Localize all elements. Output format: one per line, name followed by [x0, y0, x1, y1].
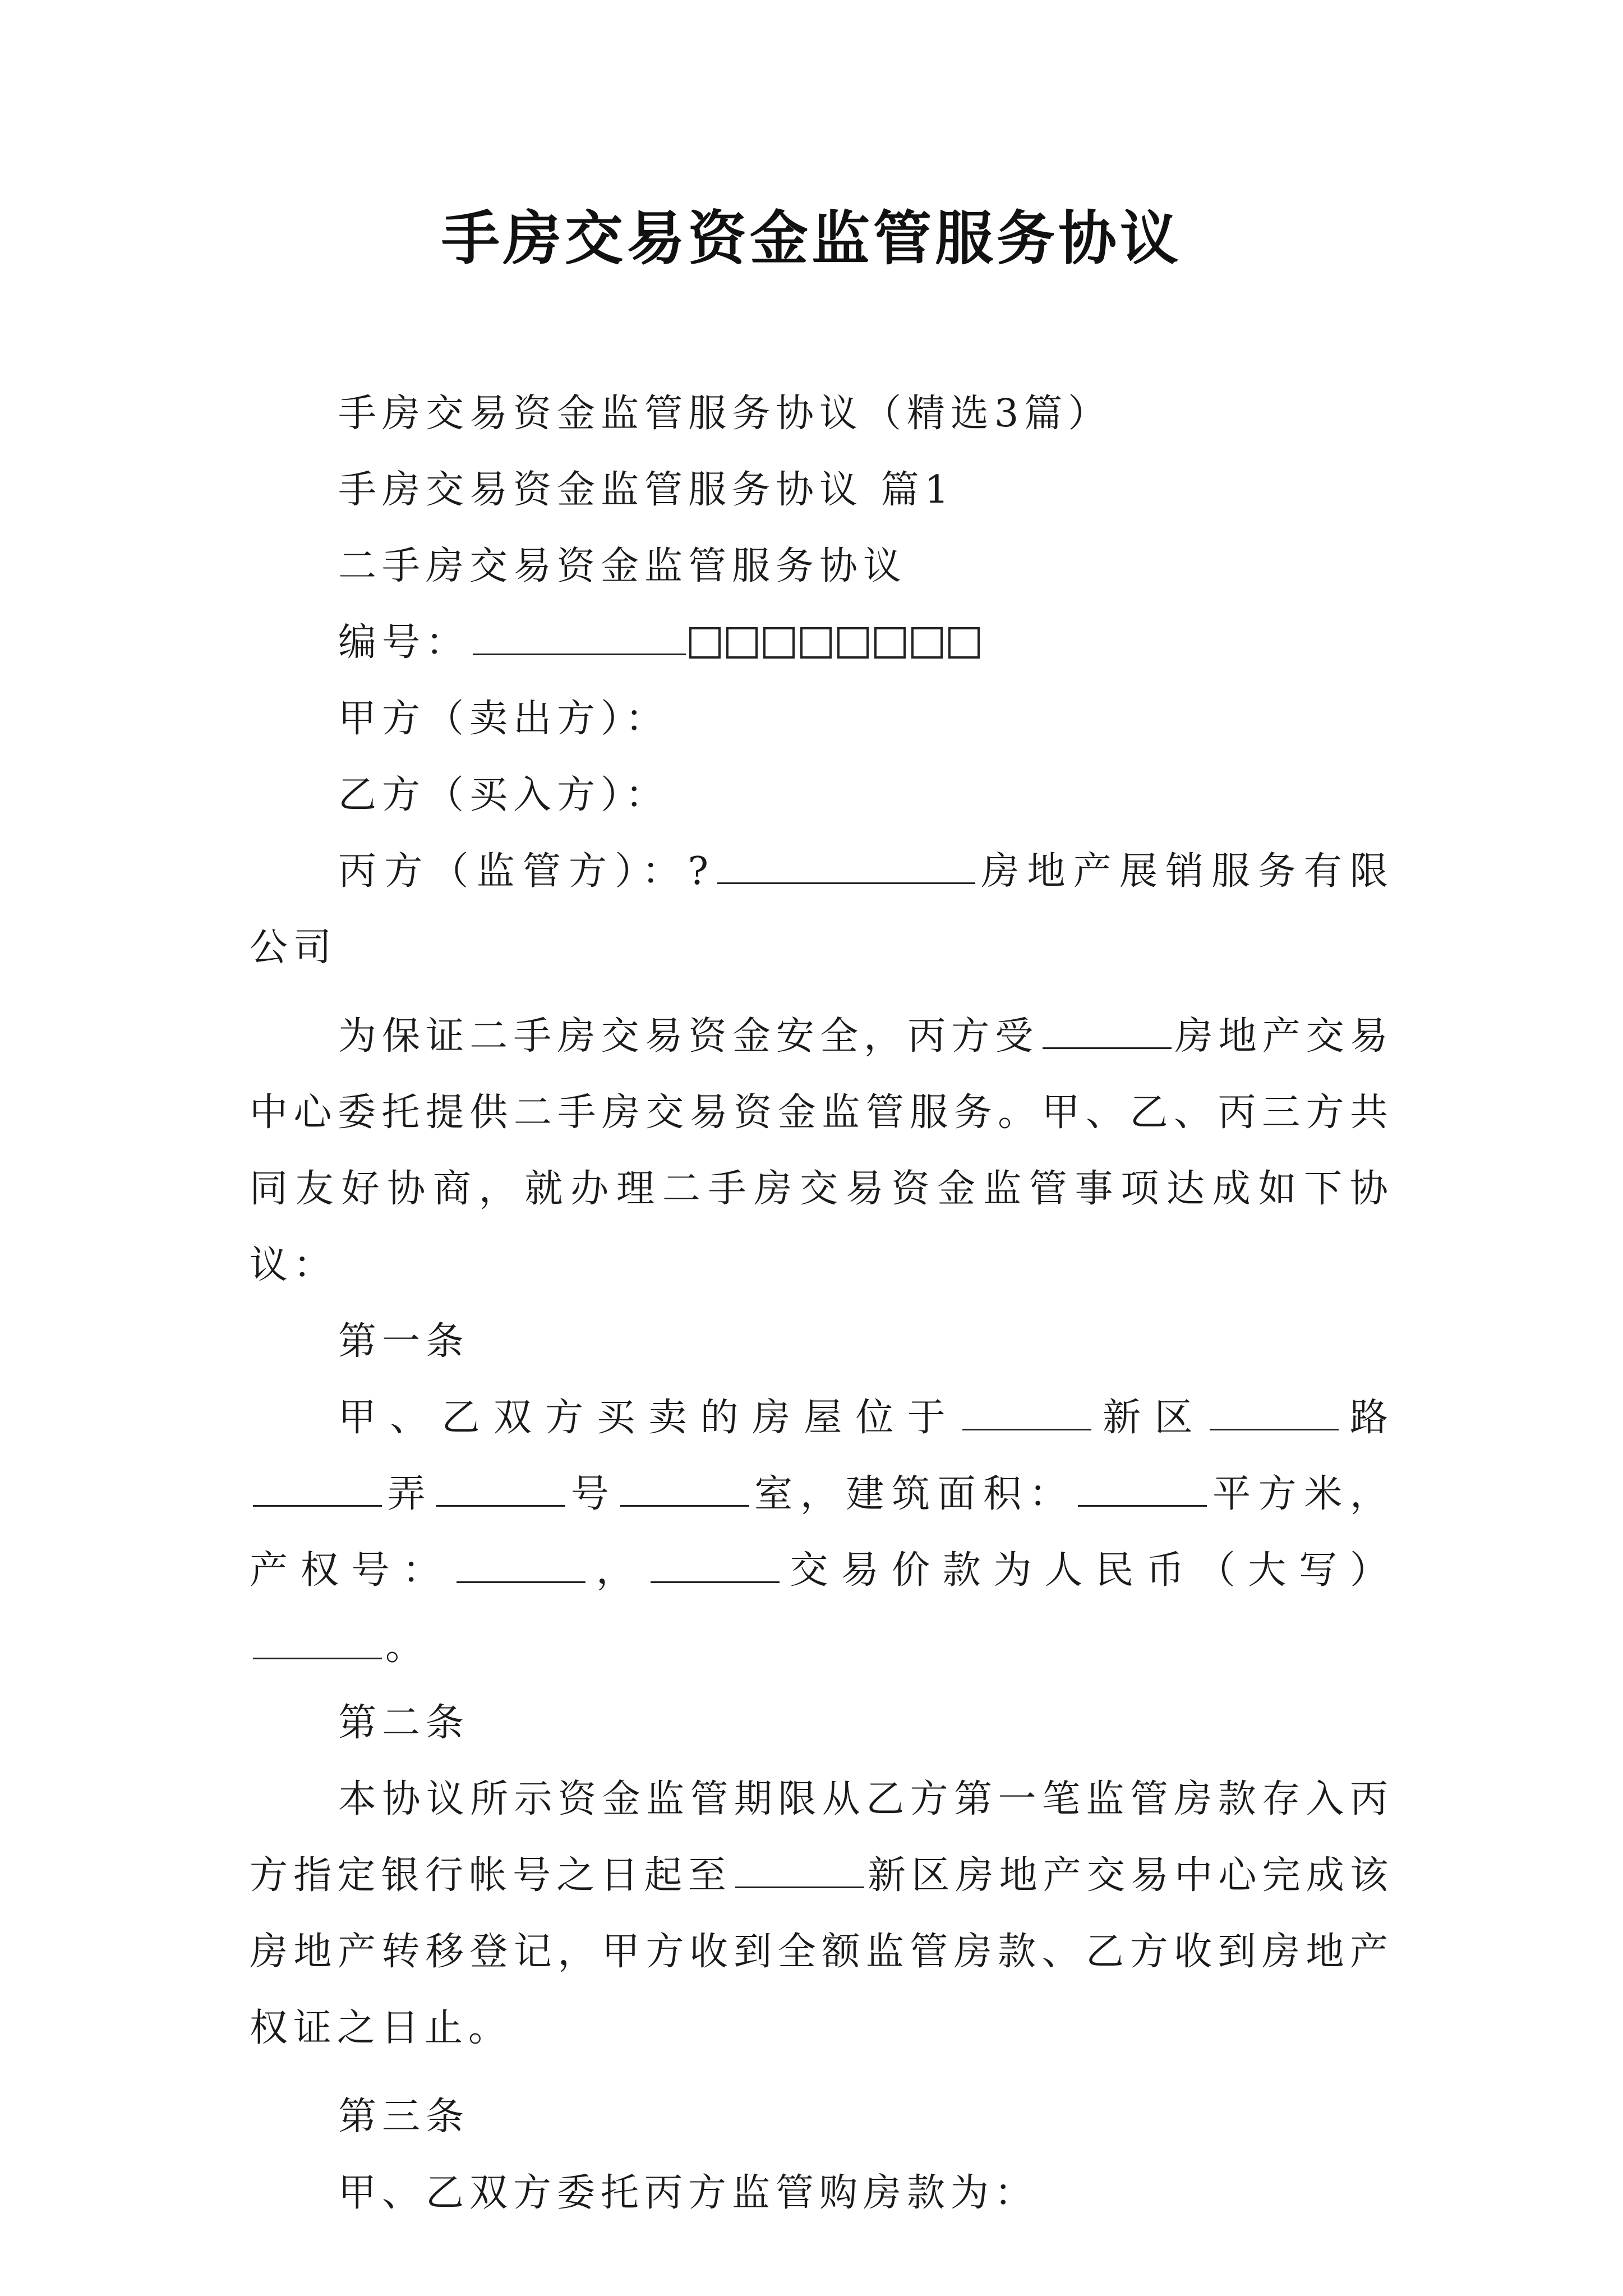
party-a-line: 甲方（卖出方）： — [338, 697, 670, 741]
article-3-heading: 第三条 — [338, 2095, 470, 2139]
a1-blank — [620, 1470, 749, 1507]
number-box — [911, 627, 943, 659]
number-box — [800, 627, 832, 659]
number-box — [763, 627, 795, 659]
a1-text: 号 — [569, 1472, 617, 1516]
party-b-line: 乙方（买入方）： — [338, 773, 670, 817]
intro-blank — [1043, 1013, 1172, 1049]
article-2-heading: 第二条 — [338, 1701, 470, 1745]
a2-blank — [735, 1852, 864, 1888]
subtitle: 手房交易资金监管服务协议（精选3篇） — [338, 392, 1112, 436]
a2-text: 新区房地产交易中心完成该房地产转移登记，甲方收到全额监管房款、乙方收到房地产权证之日止。 — [250, 1853, 1394, 2050]
a1-blank — [1210, 1394, 1339, 1430]
number-label: 编号： — [338, 620, 470, 665]
a1-text: 路 — [1341, 1396, 1394, 1440]
a1-text: 室，建筑面积： — [752, 1472, 1075, 1516]
a2-text: 本协议所示资金监管期限从乙方第一笔监管房款存入丙方指定银行帐号之日起至 — [250, 1777, 1394, 1898]
number-boxes — [689, 627, 980, 659]
number-box — [874, 627, 906, 659]
article-1-heading: 第一条 — [338, 1319, 470, 1364]
a1-blank — [253, 1623, 382, 1659]
article-2-paragraph — [250, 1761, 1394, 2067]
article-3-paragraph: 甲、乙双方委托丙方监管购房款为： — [338, 2171, 1039, 2215]
a1-blank — [651, 1547, 780, 1583]
intro-text-1: 为保证二手房交易资金安全，丙方受 — [338, 1014, 1039, 1059]
document-title: 手房交易资金监管服务协议 — [441, 204, 1182, 273]
party-c-blank — [717, 848, 975, 884]
a1-text: 平方米，产权号： — [250, 1472, 1394, 1593]
party-c-prefix: 丙方（监管方）：? — [338, 849, 714, 894]
party-c-line — [250, 834, 1394, 986]
a1-blank — [436, 1470, 565, 1507]
article-1-paragraph — [250, 1380, 1394, 1685]
a1-text: 。 — [385, 1625, 430, 1669]
a1-blank — [1078, 1470, 1207, 1507]
number-box — [689, 627, 721, 659]
document-body — [250, 376, 1394, 2231]
a1-text: 甲、乙双方买卖的房屋位于 — [338, 1396, 959, 1440]
number-box — [726, 627, 758, 659]
number-blank — [473, 619, 686, 655]
agreement-name: 二手房交易资金监管服务协议 — [338, 544, 907, 588]
intro-paragraph — [250, 999, 1394, 1304]
section-heading: 手房交易资金监管服务协议 篇1 — [338, 468, 955, 512]
number-box — [948, 627, 980, 659]
a1-text: ， — [589, 1548, 647, 1593]
a1-text: 弄 — [385, 1472, 434, 1516]
a1-blank — [253, 1470, 382, 1507]
number-line — [250, 605, 1394, 681]
intro-text-2: 房地产交易中心委托提供二手房交易资金监管服务。甲、乙、丙三方共同友好协商，就办理二手房交易资金监管事项达成如下协议： — [250, 1014, 1394, 1287]
a1-text: 交易价款为人民币（大写） — [782, 1548, 1394, 1593]
party-c-suffix: 房地产展销服务有限公司 — [250, 849, 1394, 970]
a1-blank — [962, 1394, 1091, 1430]
a1-blank — [457, 1547, 585, 1583]
number-box — [837, 627, 869, 659]
a1-text: 新区 — [1094, 1396, 1206, 1440]
